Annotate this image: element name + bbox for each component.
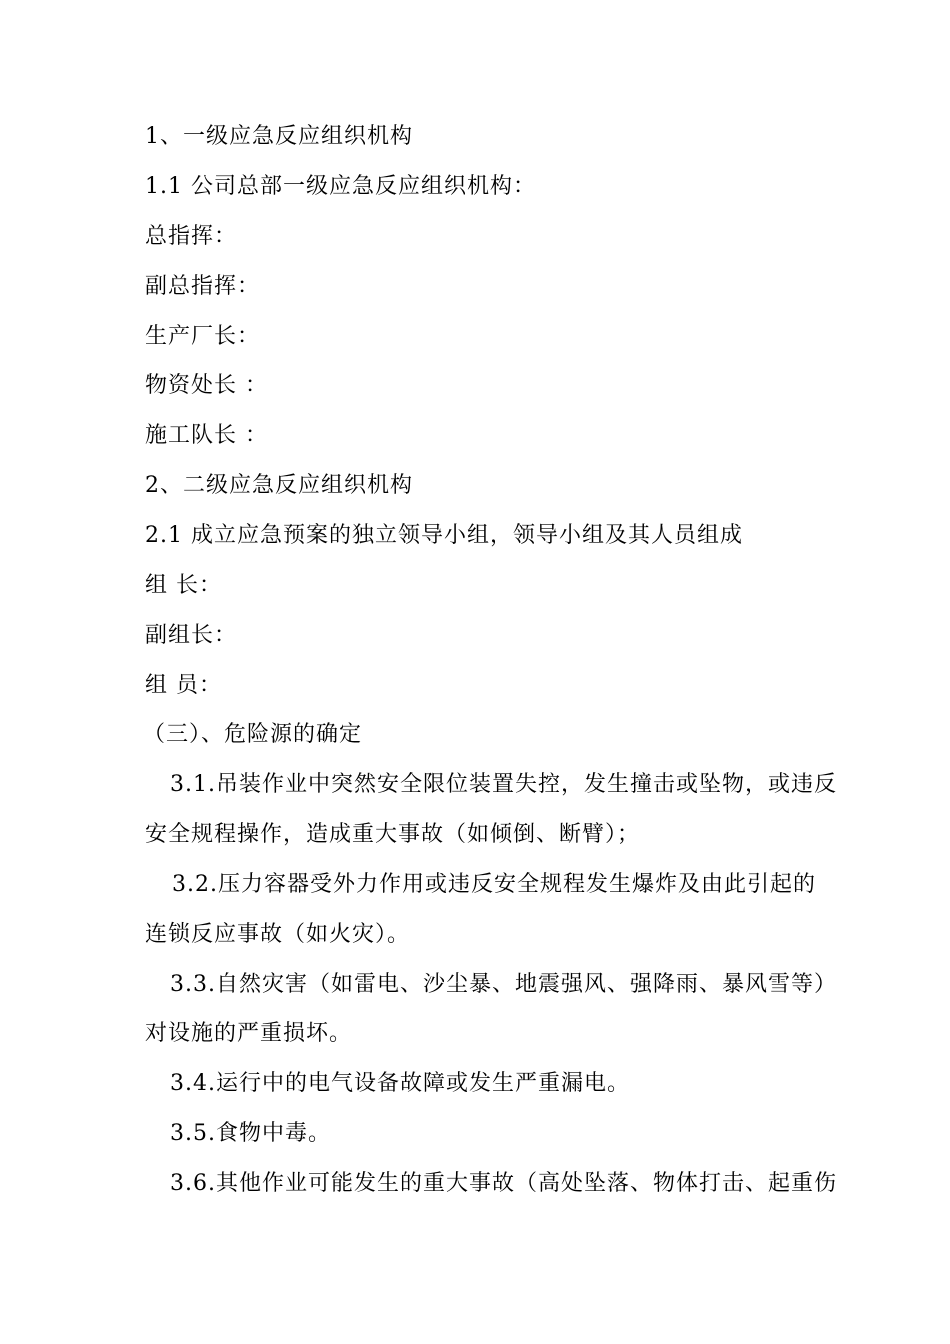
- heading-level2-org: 2、二级应急反应组织机构: [145, 473, 413, 498]
- subheading-leadership-group: 2.1 成立应急预案的独立领导小组，领导小组及其人员组成: [145, 523, 743, 548]
- item-3-5: 3.5.食物中毒。: [170, 1121, 331, 1146]
- field-group-members: 组 员：: [145, 673, 222, 698]
- item-3-6-line1: 3.6.其他作业可能发生的重大事故（高处坠落、物体打击、起重伤: [170, 1171, 837, 1196]
- field-group-leader: 组 长：: [145, 573, 222, 598]
- field-materials-head: 物资处长 ：: [145, 373, 268, 398]
- field-production-director: 生产厂长：: [145, 324, 261, 349]
- field-construction-captain: 施工队长 ：: [145, 423, 268, 448]
- item-3-3-line2: 对设施的严重损坏。: [145, 1021, 353, 1046]
- item-3-4: 3.4.运行中的电气设备故障或发生严重漏电。: [170, 1071, 630, 1096]
- item-3-2-line1: 3.2.压力容器受外力作用或违反安全规程发生爆炸及由此引起的: [172, 872, 816, 897]
- item-3-2-line2: 连锁反应事故（如火灾）。: [145, 922, 411, 947]
- section-heading-hazards: （三）、危险源的确定: [143, 722, 363, 747]
- heading-level1-org: 1、一级应急反应组织机构: [145, 124, 413, 149]
- item-3-3-line1: 3.3.自然灾害（如雷电、沙尘暴、地震强风、强降雨、暴风雪等）: [170, 972, 837, 997]
- field-commander: 总指挥：: [145, 224, 238, 249]
- item-3-1-line2: 安全规程操作，造成重大事故（如倾倒、断臂）；: [145, 822, 641, 847]
- field-deputy-commander: 副总指挥：: [145, 274, 261, 299]
- subheading-hq-org: 1.1 公司总部一级应急反应组织机构：: [145, 174, 536, 199]
- field-deputy-group-leader: 副组长：: [145, 623, 238, 648]
- item-3-1-line1: 3.1.吊装作业中突然安全限位装置失控，发生撞击或坠物，或违反: [170, 772, 837, 797]
